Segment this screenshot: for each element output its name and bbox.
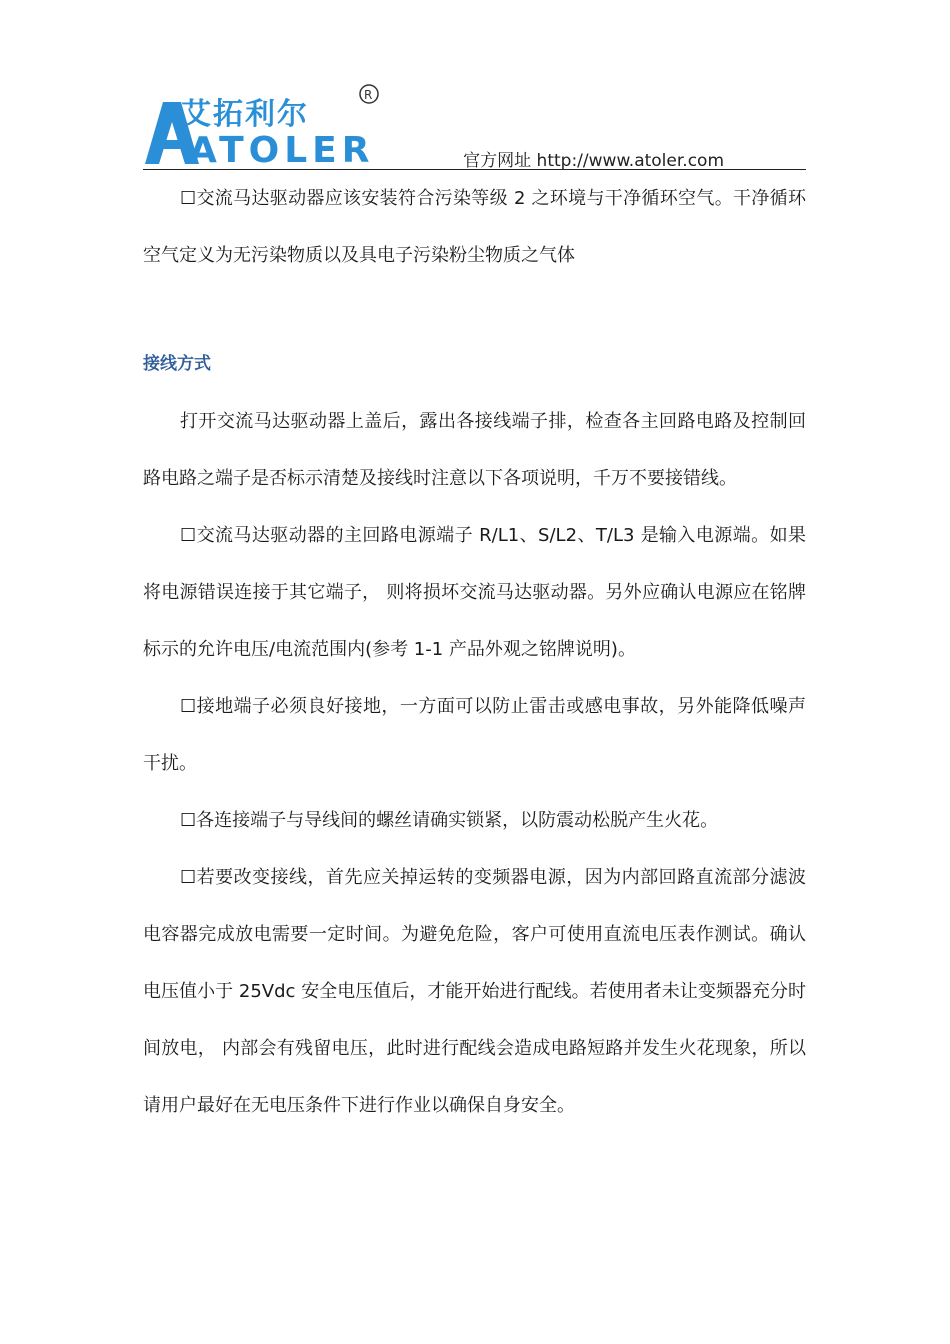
logo-cn-text: 艾拓利尔 — [181, 97, 309, 132]
official-website-label: 官方网址 http://www.atoler.com — [463, 151, 724, 171]
power-terminal-paragraph: ☐交流马达驱动器的主回路电源端子 R/L1、S/L2、T/L3 是输入电源端。如果将电源错误连接于其它端子， 则将损坏交流马达驱动器。另外应确认电源应在铭牌标示的允许电压/电流范围内(参考 1-1 产品外观之铭牌说明)。 — [143, 525, 806, 660]
rewiring-paragraph: ☐若要改变接线，首先应关掉运转的变频器电源，因为内部回路直流部分滤波电容器完成放电需要一定时间。为避免危险，客户可使用直流电压表作测试。确认电压值小于 25Vdc 安全电压值后，才能开始进行配线。若使用者未让变频器充分时间放电， 内部会有残留电压，此时进行配线会造成电路短路并发生火花现象，所以请用户最好在无电压条件下进行作业以确保自身安全。 — [143, 867, 806, 1116]
grounding-paragraph: ☐接地端子必须良好接地，一方面可以防止雷击或感电事故，另外能降低噪声干扰。 — [143, 696, 806, 774]
spacer — [143, 284, 806, 336]
wiring-intro-paragraph: 打开交流马达驱动器上盖后，露出各接线端子排，检查各主回路电路及控制回路电路之端子是否标示清楚及接线时注意以下各项说明，千万不要接错线。 — [143, 411, 806, 489]
page-header — [143, 82, 806, 172]
section-heading: 接线方式 — [143, 354, 211, 374]
screw-paragraph: ☐各连接端子与导线间的螺丝请确实锁紧，以防震动松脱产生火花。 — [180, 810, 719, 831]
atoler-logo — [143, 82, 383, 166]
registered-mark: R — [364, 88, 373, 102]
logo-en-text: ATOLER — [189, 130, 375, 166]
document-body — [143, 170, 806, 1134]
pollution-paragraph: ☐交流马达驱动器应该安装符合污染等级 2 之环境与干净循环空气。干净循环空气定义为无污染物质以及具电子污染粉尘物质之气体 — [143, 188, 806, 266]
